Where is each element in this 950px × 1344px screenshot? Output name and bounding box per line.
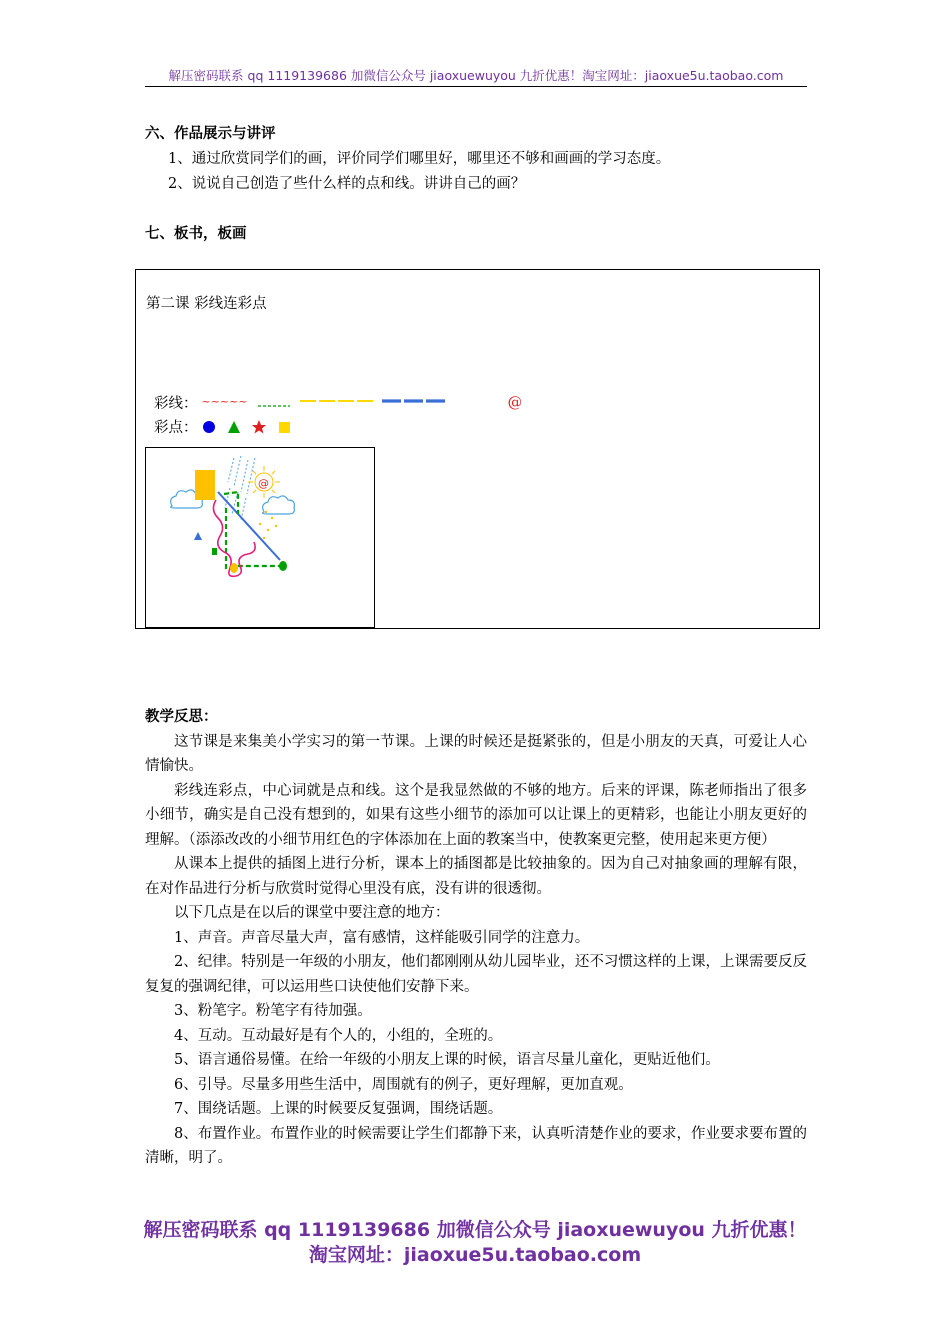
footer-line-1: 解压密码联系 qq 1119139686 加微信公众号 jiaoxuewuyou 九折优惠！ bbox=[143, 1219, 807, 1241]
reflection-paragraph: 2、纪律。特别是一年级的小朋友，他们都刚刚从幼儿园毕业，还不习惯这样的上课，上课需要反反复复的强调纪律，可以运用些口诀使他们安静下来。 bbox=[145, 954, 807, 995]
colored-dots-label: 彩点： bbox=[154, 420, 198, 436]
red-wavy-line: ~~~~~ bbox=[201, 395, 248, 408]
page-header: 解压密码联系 qq 1119139686 加微信公众号 jiaoxuewuyou 九折优惠！淘宝网址：jiaoxue5u.taobao.com bbox=[145, 66, 807, 87]
abstract-drawing-art bbox=[146, 448, 374, 627]
footer-line-2: 淘宝网址：jiaoxue5u.taobao.com bbox=[308, 1244, 642, 1266]
red-spiral-at: @ bbox=[507, 394, 523, 411]
red-spiral: @ bbox=[258, 477, 269, 490]
reflection-paragraph: 这节课是来集美小学实习的第一节课。上课的时候还是挺紧张的，但是小朋友的天真，可爱让人心情愉快。 bbox=[145, 733, 807, 774]
reflection-paragraph: 4、互动。互动最好是有个人的，小组的，全班的。 bbox=[174, 1027, 503, 1044]
rain-strokes bbox=[225, 456, 255, 520]
reflection-paragraph: 以下几点是在以后的课堂中要注意的地方： bbox=[174, 905, 450, 921]
yellow-tiny-dots bbox=[259, 511, 277, 539]
green-triangle-dot bbox=[228, 421, 240, 433]
sample-drawing bbox=[145, 447, 375, 628]
reflection-title: 教学反思： bbox=[145, 708, 218, 725]
colored-lines-samples bbox=[256, 396, 506, 410]
reflection-paragraph: 1、声音。声音尽量大声，富有感情，这样能吸引同学的注意力。 bbox=[174, 929, 590, 946]
colored-lines-label: 彩线： bbox=[154, 396, 198, 412]
blue-small-triangle bbox=[194, 532, 202, 540]
yellow-oval bbox=[230, 563, 238, 573]
reflection-paragraph: 从课本上提供的插图上进行分析，课本上的插图都是比较抽象的。因为自己对抽象画的理解有限，在对作品进行分析与欣赏时觉得心里没有底，没有讲的很透彻。 bbox=[145, 856, 807, 897]
teaching-reflection bbox=[145, 705, 807, 1171]
section-6-item-2: 2、说说自己创造了些什么样的点和线。讲讲自己的画？ bbox=[168, 176, 526, 192]
reflection-paragraph: 6、引导。尽量多用些生活中，周围就有的例子，更好理解，更加直观。 bbox=[174, 1076, 633, 1093]
green-dot bbox=[279, 561, 287, 571]
blue-circle-dot bbox=[203, 421, 215, 433]
colored-dots-row bbox=[154, 416, 302, 437]
green-small-square bbox=[212, 548, 217, 555]
reflection-paragraph: 8、布置作业。布置作业的时候需要让学生们都静下来，认真听清楚作业的要求，作业要求要布置的清晰，明了。 bbox=[145, 1125, 807, 1166]
reflection-paragraph: 5、语言通俗易懂。在给一年级的小朋友上课的时候，语言尽量儿童化，更贴近他们。 bbox=[174, 1052, 720, 1068]
blue-diagonal-line bbox=[218, 492, 280, 560]
cloud-right bbox=[263, 496, 295, 514]
colored-lines-row bbox=[154, 392, 522, 413]
yellow-square-dot bbox=[279, 422, 290, 433]
blackboard-design-box bbox=[135, 269, 820, 629]
section-6-item-1: 1、通过欣赏同学们的画，评价同学们哪里好，哪里还不够和画画的学习态度。 bbox=[168, 151, 671, 167]
red-star-dot bbox=[252, 420, 266, 434]
section-7-title: 七、板书，板画 bbox=[145, 225, 247, 242]
reflection-paragraph: 3、粉笔字。粉笔字有待加强。 bbox=[174, 1003, 372, 1019]
reflection-paragraph: 7、围绕话题。上课的时候要反复强调，围绕话题。 bbox=[174, 1101, 503, 1117]
section-6-title: 六、作品展示与讲评 bbox=[145, 125, 276, 142]
page-footer bbox=[0, 1218, 950, 1268]
colored-dots-samples bbox=[202, 419, 302, 435]
board-title: 第二课 彩线连彩点 bbox=[146, 296, 267, 312]
reflection-paragraph: 彩线连彩点，中心词就是点和线。这个是我显然做的不够的地方。后来的评课，陈老师指出了很多小细节，确实是自己没有想到的，如果有这些小细节的添加可以让课上的更精彩，也能让小朋友更好的理解。（添添改改的小细节用红色的字体添加在上面的教案当中，使教案更完整，使用起来更方便） bbox=[145, 782, 807, 848]
yellow-rectangle bbox=[195, 470, 215, 500]
